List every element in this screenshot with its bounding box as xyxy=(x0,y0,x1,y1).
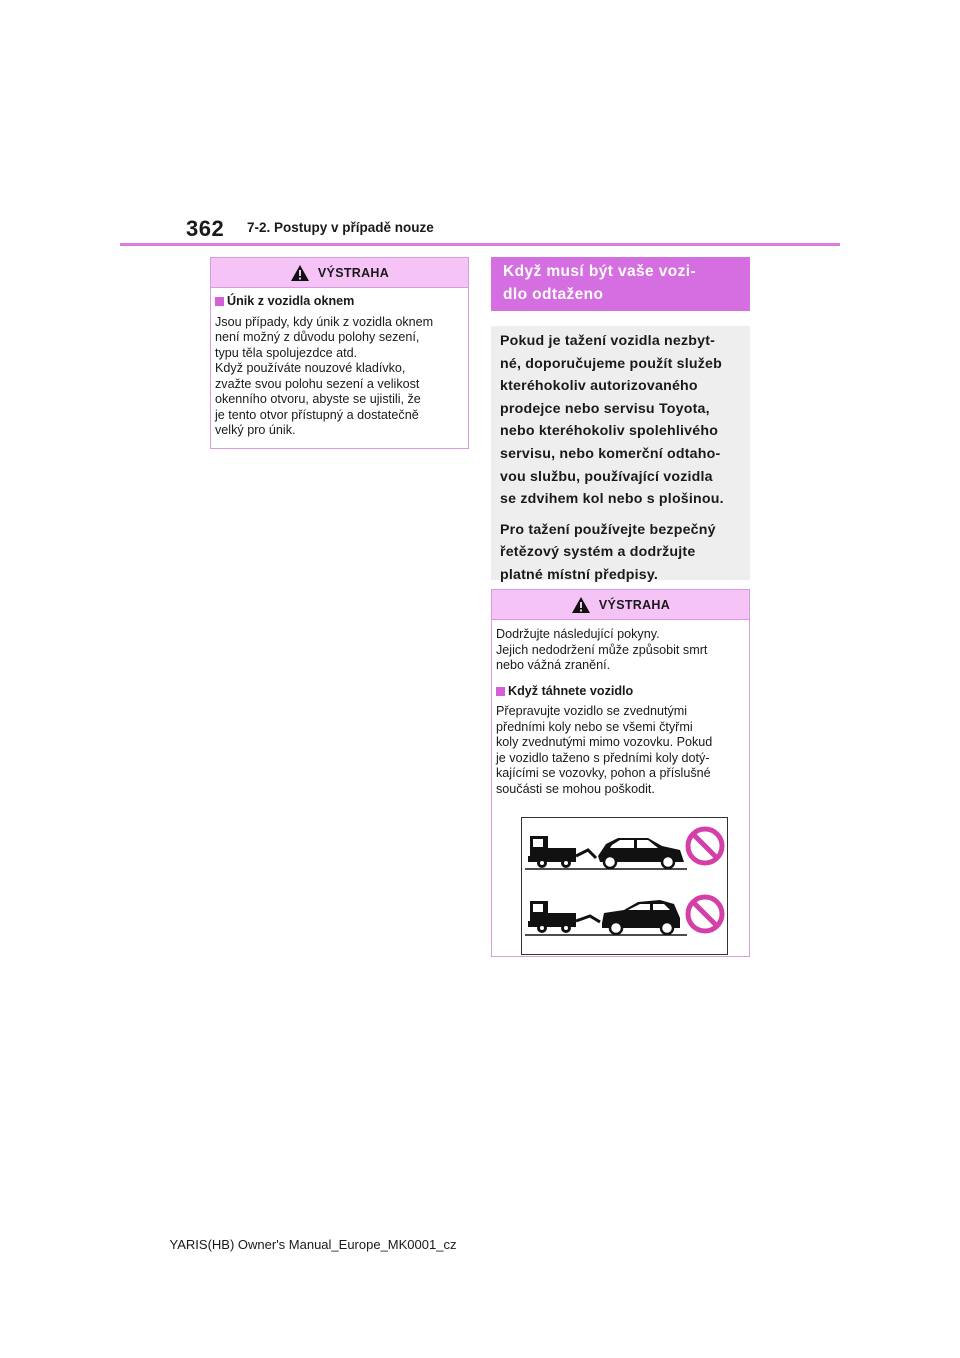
warning-text: Přepravujte vozidlo se zvednutými předními koly nebo se všemi čtyřmi koly zvednutými mimo vozovku. Pokud je vozidlo taženo s předními koly dotý- kajícími se vozovky, pohon a příslušné součásti se mohou poškodit. xyxy=(496,704,713,796)
towing-section-heading-text: Když musí být vaše vozi- dlo odtaženo xyxy=(503,263,697,303)
warning-intro: Dodržujte následující pokyny. Jejich nedodržení může způsobit smrt nebo vážná zranění. xyxy=(496,627,708,672)
warning-subheading-text: Když táhnete vozidlo xyxy=(508,683,634,698)
towing-diagram xyxy=(522,818,727,954)
towing-info-box xyxy=(491,326,750,583)
header-divider xyxy=(120,243,840,246)
towing-section-heading xyxy=(491,257,750,311)
page-number: 362 xyxy=(186,216,225,241)
warning-triangle-icon xyxy=(571,596,591,614)
warning-triangle-icon xyxy=(290,264,310,282)
towing-warning xyxy=(491,589,750,957)
towing-info-paragraph-2: Pro tažení používejte bezpečný řetězový systém a dodržujte platné místní předpisy. xyxy=(500,521,716,583)
towed-car-icon xyxy=(602,900,680,934)
warning-header xyxy=(211,258,468,288)
tow-truck-icon xyxy=(528,901,600,933)
footer-manual-id: YARIS(HB) Owner's Manual_Europe_MK0001_cz xyxy=(169,1237,457,1252)
towing-info-paragraph-1: Pokud je tažení vozidla nezbyt- né, doporučujeme použít služeb kteréhokoliv autorizovaného prodejce nebo servisu Toyota, nebo kteréhokoliv spolehlivého servisu, nebo komerční odtaho- vou službu, používající vozidla se zdvihem kol nebo s plošinou. xyxy=(500,333,724,508)
warning-header xyxy=(492,590,749,620)
warning-subheading xyxy=(496,684,743,700)
section-title: 7-2. Postupy v případě nouze xyxy=(247,220,434,235)
warning-label: VÝSTRAHA xyxy=(317,265,390,280)
tow-truck-icon xyxy=(528,836,596,868)
warning-subheading xyxy=(215,294,462,310)
warning-label: VÝSTRAHA xyxy=(598,597,671,612)
escape-window-warning xyxy=(210,257,469,449)
warning-subheading-text: Únik z vozidla oknem xyxy=(227,294,355,308)
towing-illustration xyxy=(521,817,728,955)
prohibited-icon xyxy=(688,897,722,931)
bullet-square-icon xyxy=(496,687,505,696)
bullet-square-icon xyxy=(215,297,224,306)
towed-car-icon xyxy=(598,838,684,868)
prohibited-icon xyxy=(688,829,722,863)
warning-text: Jsou případy, kdy únik z vozidla oknem není možný z důvodu polohy sezení, typu těla spolujezdce atd. Když používáte nouzové kladívko, zvažte svou polohu sezení a velikost okenního otvoru, abyste se ujistili, že je tento otvor přístupný a dostatečně velký pro únik. xyxy=(215,314,434,437)
